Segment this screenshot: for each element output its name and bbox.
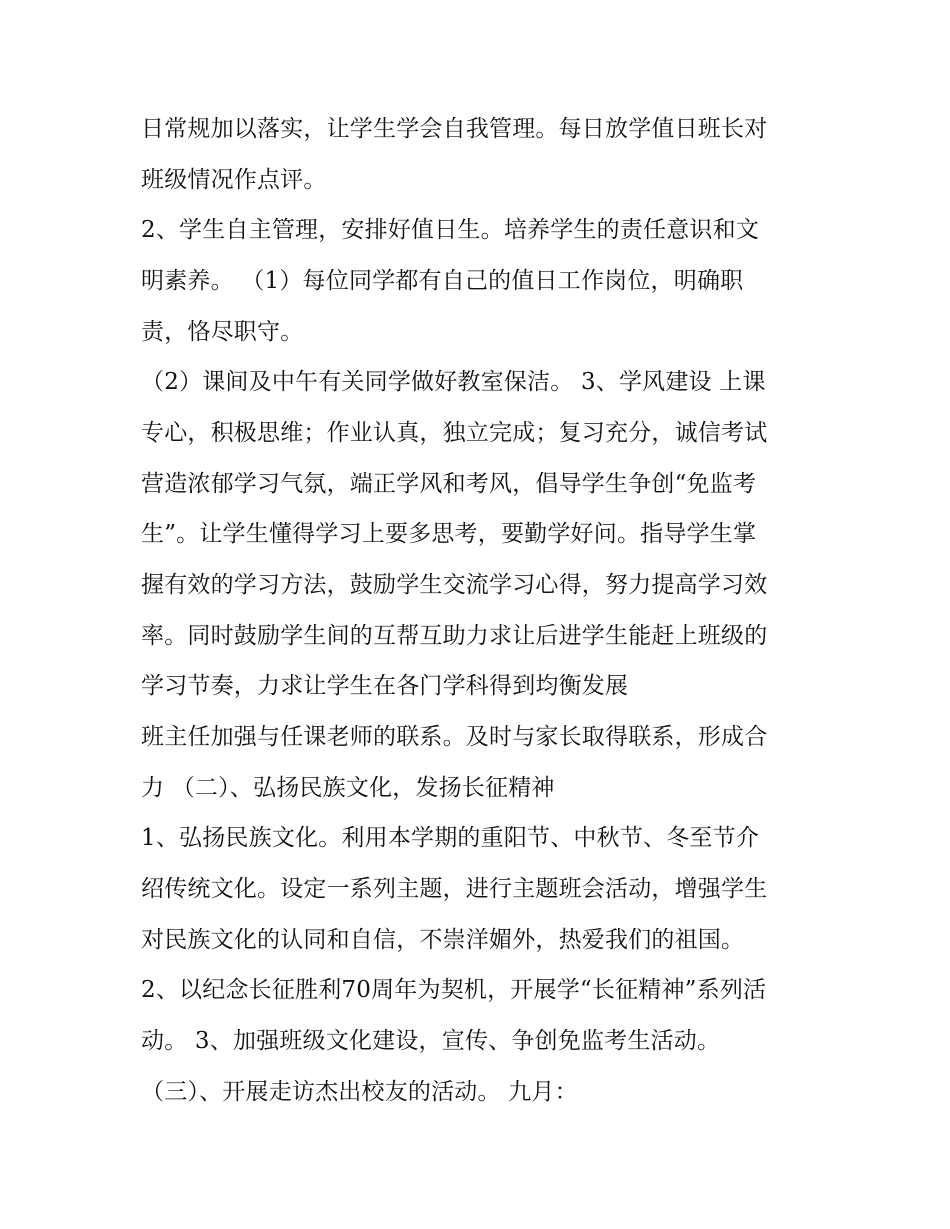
text-line: 班主任加强与任课老师的联系。及时与家长取得联系，形成合 — [141, 724, 768, 750]
text-line: 营造浓郁学习气氛，端正学风和考风，倡导学生争创“免监考 — [141, 471, 757, 497]
text-line: 对民族文化的认同和自信，不崇洋媚外，热爱我们的祖国。 — [141, 927, 745, 953]
text-line: 明素养。 （1）每位同学都有自己的值日工作岗位，明确职 — [141, 268, 744, 294]
text-line: 率。同时鼓励学生间的互帮互助力求让后进学生能赶上班级的 — [141, 623, 768, 649]
text-line: 班级情况作点评。 — [141, 167, 327, 193]
text-line: 2、以纪念长征胜利70周年为契机，开展学“长征精神”系列活 — [141, 977, 767, 1003]
text-line: 日常规加以落实，让学生学会自我管理。每日放学值日班长对 — [141, 116, 768, 142]
text-line: 专心，积极思维；作业认真，独立完成；复习充分，诚信考试 — [141, 420, 768, 446]
text-line: 握有效的学习方法，鼓励学生交流学习心得，努力提高学习效 — [141, 572, 768, 598]
text-line: 责，恪尽职守。 — [141, 319, 304, 345]
text-line: （三）、开展走访杰出校友的活动。 九月： — [141, 1079, 578, 1105]
text-line: 1、弘扬民族文化。利用本学期的重阳节、中秋节、冬至节介 — [141, 825, 760, 851]
text-line: （2）课间及中午有关同学做好教室保洁。 3、学风建设 上课 — [141, 369, 766, 395]
text-line: 学习节奏，力求让学生在各门学科得到均衡发展 — [141, 673, 629, 699]
text-line: 动。 3、加强班级文化建设，宣传、争创免监考生活动。 — [141, 1028, 721, 1054]
text-line: 2、学生自主管理，安排好值日生。培养学生的责任意识和文 — [141, 217, 760, 243]
text-line: 绍传统文化。设定一系列主题，进行主题班会活动，增强学生 — [141, 876, 768, 902]
text-line: 力 （二）、弘扬民族文化，发扬长征精神 — [141, 775, 555, 801]
text-line: 生”。让学生懂得学习上要多思考，要勤学好问。指导学生掌 — [141, 521, 757, 547]
